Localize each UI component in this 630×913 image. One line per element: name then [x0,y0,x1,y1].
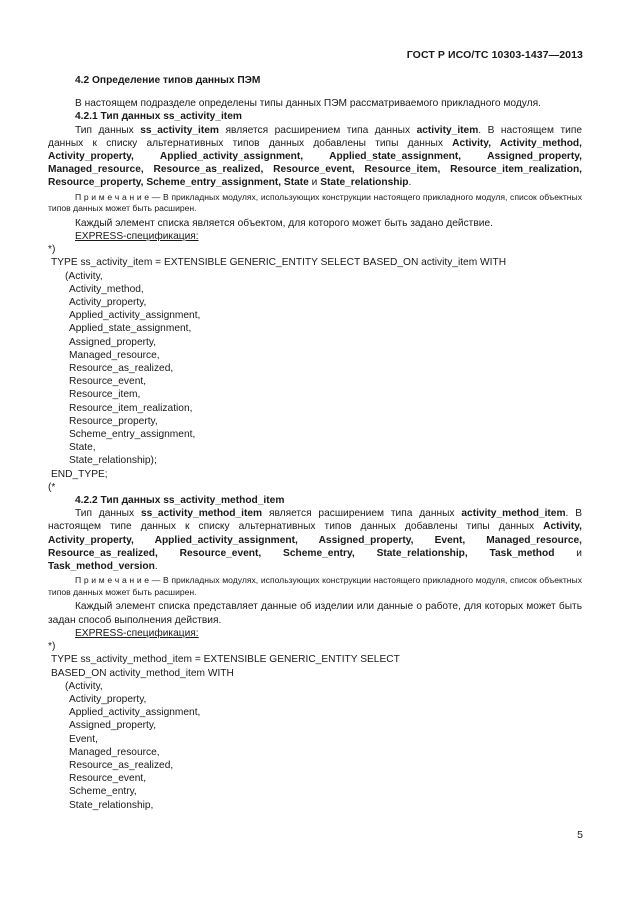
code-item: State, [69,442,96,454]
code-item: Resource_event, [69,376,147,388]
each-item-4-2-2: Каждый элемент списка представляет данные об изделии или данные о работе, для которых может быть задан способ выполнения действия. [48,601,582,626]
code-item: Activity_method, [69,283,144,295]
code-end-type: END_TYPE; [51,468,108,480]
express-label-4-2-2: EXPRESS-спецификация: [75,627,199,639]
code-item: State_relationship, [69,799,154,811]
page-number: 5 [577,829,583,841]
code-item: Resource_as_realized, [69,759,174,771]
code-item: Managed_resource, [69,746,160,758]
code-comment-open: *) [48,641,56,653]
express-code-4-2-1 [48,243,582,494]
base-type-name: activity_item [416,124,479,136]
document-header: ГОСТ Р ИСО/ТС 10303-1437—2013 [406,49,583,61]
subsection-heading-4-2-2: 4.2.2 Тип данных ss_activity_method_item [75,495,285,507]
subsection-heading-4-2-1: 4.2.1 Тип данных ss_activity_item [75,111,242,123]
code-item: Applied_activity_assignment, [69,310,201,322]
code-item: Applied_activity_assignment, [69,707,201,719]
added-types: Activity, Activity_property, Applied_activity_assignment, Assigned_property, Event, Managed_resource, Resource_as_realized, Resource_event, Scheme_entry, State_relationship, Task_method [48,521,582,559]
code-item: Event, [69,733,98,745]
code-first-item: (Activity, [65,270,103,282]
code-type-line: TYPE ss_activity_method_item = EXTENSIBLE GENERIC_ENTITY SELECT [51,654,400,666]
code-item: Scheme_entry, [69,786,137,798]
note-4-2-2: П р и м е ч а н и е — В прикладных модулях, использующих конструкции настоящего прикладного модуля, список объектных типов данных может быть расширен. [48,575,582,597]
code-item: Scheme_entry_assignment, [69,429,196,441]
section-intro: В настоящем подразделе определены типы данных ПЭМ рассматриваемого прикладного модуля. [75,98,541,110]
section-heading: 4.2 Определение типов данных ПЭМ [75,75,261,86]
base-type-name: activity_method_item [461,508,566,520]
page-content [48,74,582,812]
code-item: Resource_as_realized, [69,363,174,375]
code-item: Applied_state_assignment, [69,323,192,335]
express-label-4-2-1: EXPRESS-спецификация: [75,231,199,243]
code-comment-close: (* [48,481,56,493]
code-item: Resource_item, [69,389,141,401]
code-item: Resource_property, [69,415,158,427]
paragraph-4-2-2: Тип данных ss_activity_method_item является расширением типа данных activity_method_item. В настоящем типе данных к списку альтернативных типов данных добавлены типы данных Activity, Activity_property, Applied_activity_assignment, Assigned_property, Event, Managed_resource, Resource_as_realized, Resource_event, Scheme_entry, State_relationship, Task_method и Task_method_version. [48,508,583,573]
code-item: Resource_event, [69,773,147,785]
express-code-4-2-2 [48,640,582,812]
each-item-4-2-1: Каждый элемент списка является объектом, для которого может быть задано действие. [75,217,493,229]
code-item: Activity_property, [69,297,147,309]
paragraph-4-2-1: Тип данных ss_activity_item является расширением типа данных activity_item. В настоящем типе данных к списку альтернативных типов данных добавлены типы данных Activity, Activity_method, Activity_property, Applied_activity_assignment, Applied_state_assignment, Assigned_property, Managed_resource, Resource_as_realized, Resource_event, Resource_item, Resource_item_realization, Resource_property, Scheme_entry_assignment, State и State_relationship. [48,124,582,189]
last-added-type: State_relationship [320,177,409,189]
code-first-item: (Activity, [65,680,103,692]
code-comment-open: *) [48,244,56,256]
last-added-type: Task_method_version [48,561,155,573]
code-item: Activity_property, [69,693,147,705]
code-item: Resource_item_realization, [69,402,193,414]
code-item: Managed_resource, [69,349,160,361]
added-types: Activity, Activity_method, Activity_property, Applied_activity_assignment, Applied_state_assignment, Assigned_property, Managed_resource, Resource_as_realized, Resource_event, Resource_item, Resource_item_realization, Resource_property, Scheme_entry_assignment, State [48,137,582,189]
type-name: ss_activity_item [140,124,219,136]
note-4-2-1: П р и м е ч а н и е — В прикладных модулях, использующих конструкции настоящего прикладного модуля, список объектных типов данных может быть расширен. [48,191,582,214]
code-item: State_relationship); [69,455,157,467]
code-item: Assigned_property, [69,720,157,732]
code-based-on-line: BASED_ON activity_method_item WITH [51,667,234,679]
type-name: ss_activity_method_item [140,508,263,520]
code-type-line: TYPE ss_activity_item = EXTENSIBLE GENERIC_ENTITY SELECT BASED_ON activity_item WITH [51,257,507,269]
code-item: Assigned_property, [69,336,157,348]
